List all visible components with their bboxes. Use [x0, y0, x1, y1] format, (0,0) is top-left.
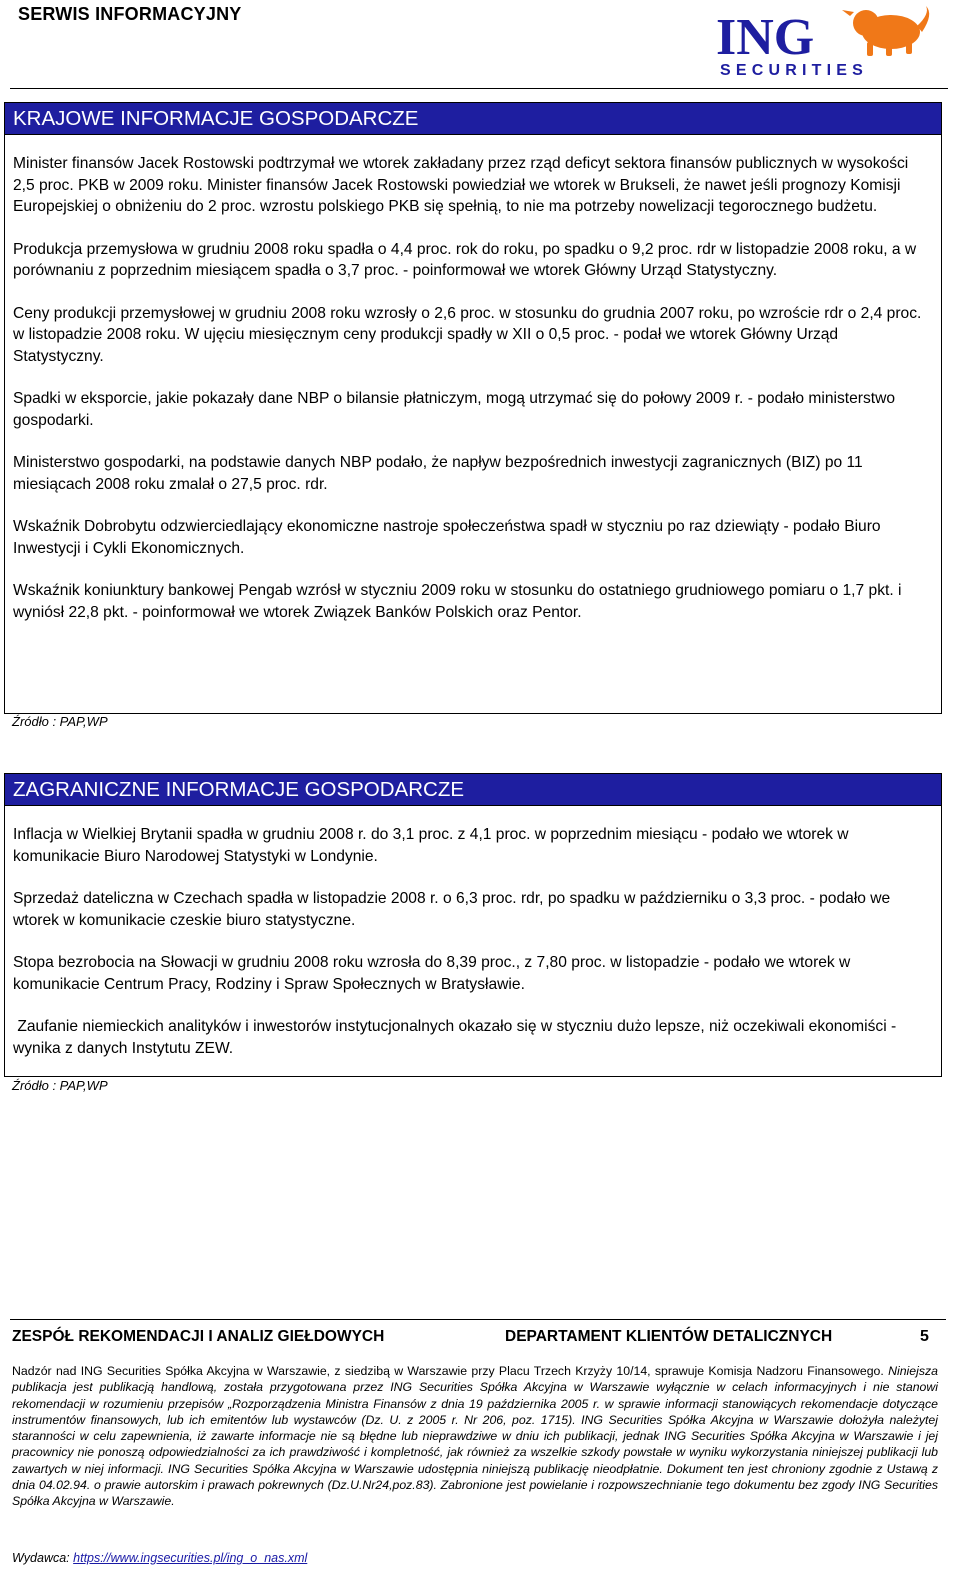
page-header-title: SERWIS INFORMACYJNY: [18, 4, 242, 24]
news-paragraph: Minister finansów Jacek Rostowski podtrzymał we wtorek zakładany przez rząd deficyt sektora finansów publicznych w wysokości 2,5 proc. PKB w 2009 roku. Minister finansów Jacek Rostowski powiedział we wtorek w Brukseli, że nawet jeśli prognozy Komisji Europejskiej o obniżeniu do 2 proc. wzrostu polskiego PKB się spełnią, to nie ma potrzeby nowelizacji tegorocznego budżetu.: [13, 155, 909, 215]
publisher-line: [12, 1551, 307, 1565]
footer-divider: [10, 1319, 946, 1320]
lion-icon: [842, 6, 929, 56]
disclaimer-italic-text: Niniejsza publikacja jest publikacją handlową, została przygotowana przez ING Securities Spółka Akcyjna w Warszawie wyłącznie w celach informacyjnych i nie stanowi rekomendacji w rozumieniu przepisów „Rozporządzenia Ministra Finansów z dnia 19 października 2005 r. w sprawie informacji stanowiących rekomendacje dotyczące instrumentów finansowych, lub ich emitentów lub wystawców (Dz. U. z 2005 r. Nr 206, poz. 1715). ING Securities Spółka Akcyjna w Warszawie dołożyła należytej staranności w celu zapewnienia, iż zawarte informacje nie są błędne lub nieprawdziwe w dniu ich publikacji, jednak ING Securities Spółka Akcyjna w Warszawie i jej pracownicy nie ponoszą odpowiedzialności za ich prawdziwość i kompletność, jak również za wszelkie szkody powstałe w wyniku wykorzystania niniejszej publikacji lub zawartych w niej informacji. ING Securities Spółka Akcyjna w Warszawie udostępnia niniejszą publikację nieodpłatnie. Dokument ten jest chroniony zgodnie z Ustawą z dnia 04.02.94. o prawie autorskim i prawach pokrewnych (Dz.U.Nr24,poz.83). Zabronione jest powielanie i rozpowszechnianie tego dokumentu bez zgody ING Securities Spółka Akcyjna w Warszawie.: [12, 1364, 938, 1509]
news-paragraph: Wskaźnik Dobrobytu odzwierciedlający ekonomiczne nastroje społeczeństwa spadł w styczniu po raz dziewiąty - podało Biuro Inwestycji i Cykli Ekonomicznych.: [13, 518, 881, 557]
disclaimer-regular-text: Nadzór nad ING Securities Spółka Akcyjna w Warszawie, z siedzibą w Warszawie przy Placu Trzech Krzyży 10/14, sprawuje Komisja Nadzoru Finansowego.: [12, 1364, 884, 1378]
news-paragraph: Sprzedaż dateliczna w Czechach spadła w listopadzie 2008 r. o 6,3 proc. rdr, po spadku w październiku o 3,3 proc. - podało we wtorek w komunikacie czeskie biuro statystyczne.: [13, 890, 891, 929]
footer-department-name: DEPARTAMENT KLIENTÓW DETALICZNYCH: [505, 1328, 833, 1345]
legal-disclaimer: [12, 1363, 938, 1510]
foreign-news-body: [5, 806, 941, 1059]
page-number: 5: [920, 1328, 929, 1345]
logo-securities-text: SECURITIES: [720, 62, 869, 78]
domestic-source-note: Źródło : PAP,WP: [12, 714, 108, 729]
domestic-news-section: [4, 102, 942, 714]
news-paragraph: Ministerstwo gospodarki, na podstawie danych NBP podało, że napływ bezpośrednich inwestycji zagranicznych (BIZ) po 11 miesiącach 2008 roku zmalał o 27,5 proc. rdr.: [13, 454, 863, 493]
foreign-source-note: Źródło : PAP,WP: [12, 1078, 108, 1093]
ing-securities-logo: [716, 2, 948, 78]
footer-team-name: ZESPÓŁ REKOMENDACJI I ANALIZ GIEŁDOWYCH: [12, 1328, 385, 1345]
publisher-label: Wydawca:: [12, 1551, 70, 1565]
domestic-news-title: KRAJOWE INFORMACJE GOSPODARCZE: [5, 103, 941, 135]
logo-ing-text: ING: [716, 9, 815, 66]
header-divider: [10, 88, 948, 89]
news-paragraph: Spadki w eksporcie, jakie pokazały dane NBP o bilansie płatniczym, mogą utrzymać się do połowy 2009 r. - podało ministerstwo gospodarki.: [13, 390, 896, 429]
publisher-link[interactable]: https://www.ingsecurities.pl/ing_o_nas.xml: [73, 1551, 308, 1565]
news-paragraph: Inflacja w Wielkiej Brytanii spadła w grudniu 2008 r. do 3,1 proc. z 4,1 proc. w poprzednim miesiącu - podało we wtorek w komunikacie Biuro Narodowej Statystyki w Londynie.: [13, 826, 849, 865]
news-paragraph: Wskaźnik koniunktury bankowej Pengab wzrósł w styczniu 2009 roku w stosunku do ostatniego grudniowego pomiaru o 1,7 pkt. i wyniósł 22,8 pkt. - poinformował we wtorek Związek Banków Polskich oraz Pentor.: [13, 582, 902, 621]
news-paragraph: Ceny produkcji przemysłowej w grudniu 2008 roku wzrosły o 2,6 proc. w stosunku do grudnia 2007 roku, po wzroście rdr o 2,4 proc. w listopadzie 2008 roku. W ujęciu miesięcznym ceny produkcji spadły w XII o 0,5 proc. - podał we wtorek Główny Urząd Statystyczny.: [13, 304, 922, 365]
foreign-news-title: ZAGRANICZNE INFORMACJE GOSPODARCZE: [5, 774, 941, 806]
news-paragraph: Zaufanie niemieckich analityków i inwestorów instytucjonalnych okazało się w styczniu dużo lepsze, niż oczekiwali ekonomiści - wynika z danych Instytutu ZEW.: [13, 1018, 901, 1057]
news-paragraph: Produkcja przemysłowa w grudniu 2008 roku spadła o 4,4 proc. rok do roku, po spadku o 9,2 proc. rdr w listopadzie 2008 roku, a w porównaniu z poprzednim miesiącem spadła o 3,7 proc. - poinformował we wtorek Główny Urząd Statystyczny.: [13, 240, 917, 279]
domestic-news-body: [5, 135, 941, 623]
foreign-news-section: [4, 773, 942, 1077]
news-paragraph: Stopa bezrobocia na Słowacji w grudniu 2008 roku wzrosła do 8,39 proc., z 7,80 proc. w listopadzie - podało we wtorek w komunikacie Centrum Pracy, Rodziny i Spraw Społecznych w Bratysławie.: [13, 954, 851, 993]
